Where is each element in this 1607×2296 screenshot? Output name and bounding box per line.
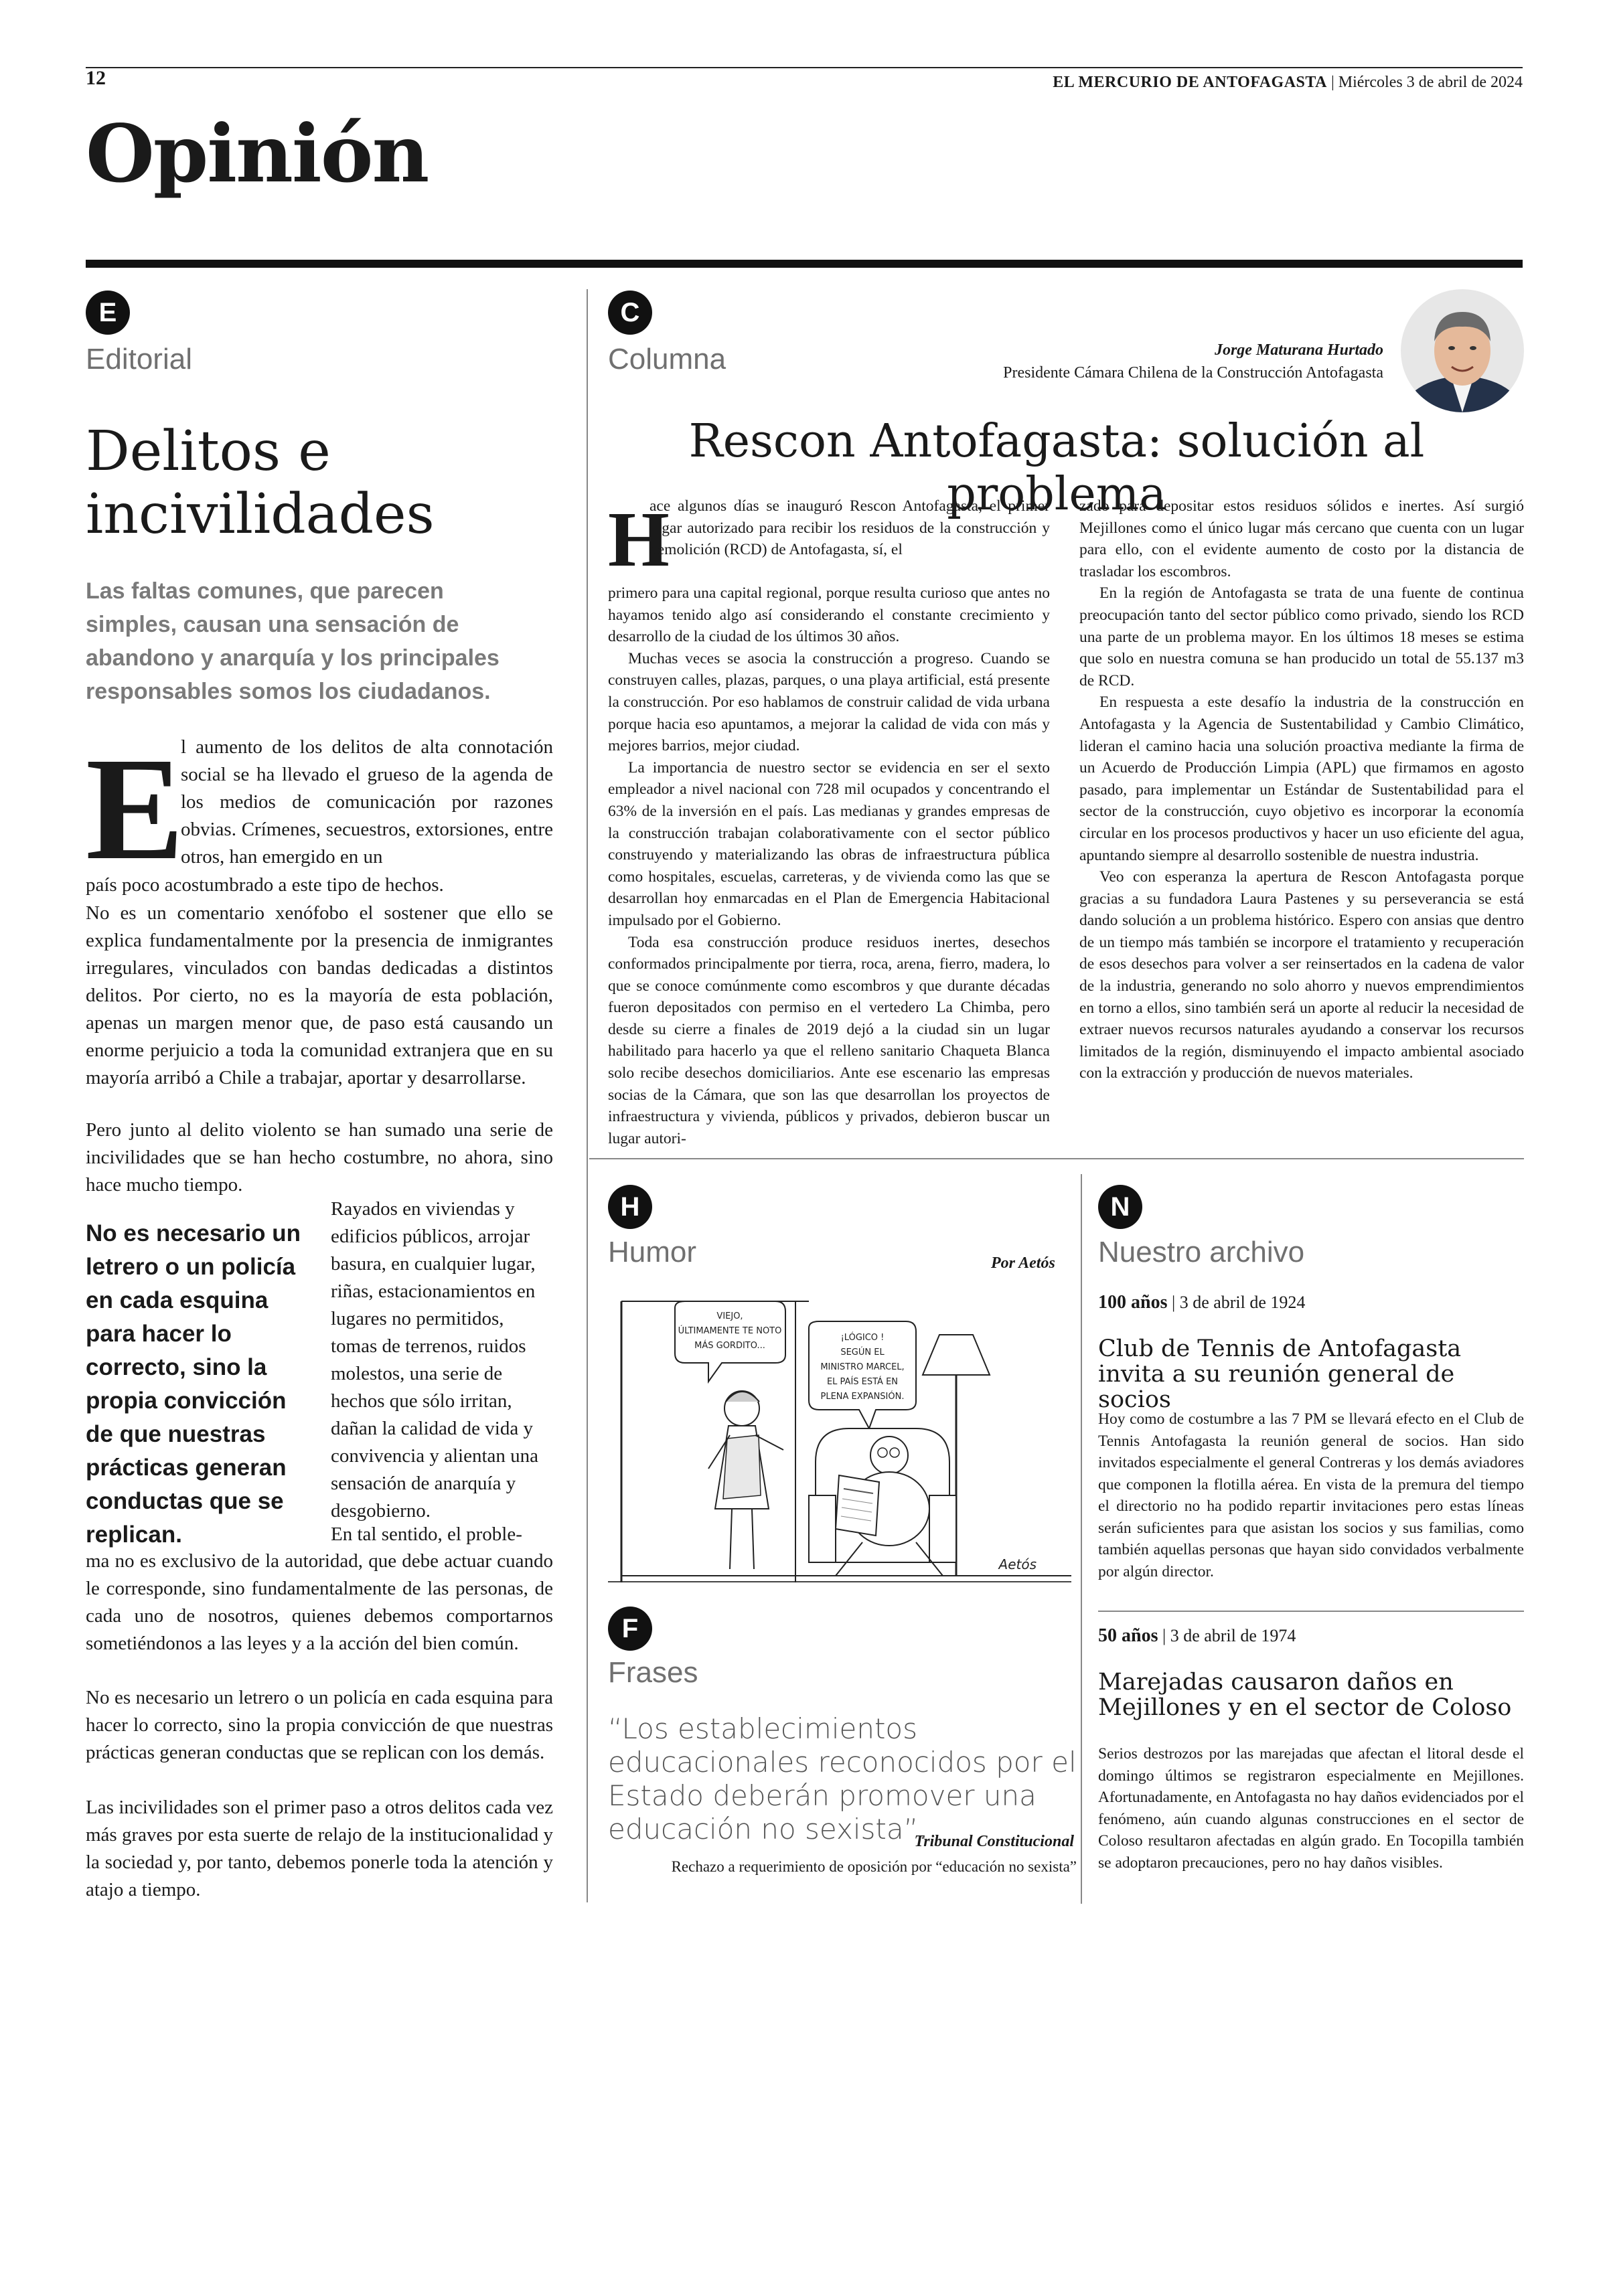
archive-headline: Club de Tennis de Antofagasta invita a su reunión general de socios [1098,1335,1462,1413]
column-paragraph: En la región de Antofagasta se trata de una fuente de continua preocupación tanto del sector público como privado, siendo los RCD una parte de un problema mayor. En los últimos 18 meses se estima que solo en nuestra comuna se han producido un total de 55.137 m3 de RCD. [1079,584,1524,689]
section-title: Opinión [86,107,429,200]
column-paragraph: zado para depositar estos residuos sólidos e inertes. Así surgió Mejillones como el único lugar más cercano que cuenta con un lugar para ello, con el evidente aumento de costo por la distancia de trasladar los escombros. [1079,497,1524,580]
column-author: Jorge Maturana Hurtado [1214,341,1383,359]
column-paragraph: primero para una capital regional, porque resulta curioso que antes no hayamos tenido algo así considerando el constante crecimiento y desarrollo de la ciudad de los últimos 30 años. [608,584,1050,646]
cartoon-illustration [608,1295,1071,1584]
archive-headline: Marejadas causaron daños en Mejillones y en el sector de Coloso [1098,1669,1512,1721]
cartoon-signature: Aetós [998,1556,1037,1572]
quote-source: Tribunal Constitucional [914,1833,1074,1850]
archive-date-line: 100 años | 3 de abril de 1924 [1098,1292,1306,1313]
cartoon-dialogue: ¡LÓGICO ! [840,1333,885,1343]
archive-body: Serios destrozos por las marejadas que afectan el litoral desde el domingo últimos se registraron especialmente en Mejillones. Afortunadamente, en Antofagasta no hay daños evidenciados por el fenómeno, aún cuando algunas construcciones en el sector de Coloso resultaron afectadas en algún grado. En Tocopilla también se adoptaron precauciones, pero no hay daños visibles. [1098,1745,1524,1872]
column-kicker: Columna [608,343,726,376]
top-rule [86,67,1523,68]
quote-context: Rechazo a requerimiento de oposición por “educación no sexista” [671,1858,1077,1875]
frases-badge: F [608,1607,652,1651]
archive-date: 3 de abril de 1924 [1179,1293,1306,1312]
editorial-paragraph: Las incivilidades son el primer paso a otros delitos cada vez más graves por esta suerte de relajo de la institucionalidad y la sociedad y, por tanto, debemos ponerle toda la atención y atajo a tiempo. [86,1797,553,1900]
editorial-paragraph: país poco acostumbrado a este tipo de hechos. [86,874,444,896]
column-divider [587,289,588,1902]
archive-kicker: Nuestro archivo [1098,1236,1305,1268]
column-paragraph: Veo con esperanza la apertura de Rescon Antofagasta porque gracias a su fundadora Laura Pastenes y su perseverancia se está dando solución a un problema histórico. Espero con ansias que dentro de un tiempo más también se incorpore el tratamiento y recuperación de esos desechos para volver a ser reinsertados en la cadena de valor de la industria, generando no solo ahorro y nuevos emprendimientos en torno a ellos, sino también será un aporte al reducir la necesidad de extraer nuevos recursos naturales ayudando a conservar los recursos limitados de la región, disminuyendo el impacto ambiental asociado con la extracción y producción de nuevos materiales. [1079,868,1524,1082]
cartoon-dialogue: ÚLTIMAMENTE TE NOTO [678,1326,782,1336]
cartoon-dialogue: VIEJO, [716,1311,743,1321]
cartoon-dialogue: MÁS GORDITO... [694,1341,765,1351]
column-paragraph: Toda esa construcción produce residuos inertes, desechos conformados principalmente por tierra, roca, arena, fierro, madera, lo que se conoce comúnmente como escombros y que durante décadas fueron depositados con permiso en el vertedero La Chimba, pero desde su cierre a finales de 2019 dejó a la ciudad sin un lugar habilitado para hacerlo ya que el relleno sanitario Chaqueta Blanca solo recibe desechos domiciliarios. Ante ese escenario las empresas socias de la Cámara, que son las que desarrollan los proyectos de infraestructura y vivienda, públicos y privados, debieron buscar un lugar autori- [608,933,1050,1147]
column-text-right [1079,495,1524,1084]
section-rule [86,260,1523,268]
archive-divider [1098,1611,1524,1612]
editorial-paragraph: l aumento de los delitos de alta connotación social se ha llevado el grueso de la agenda de los medios de comunicación por razones obvias. Crímenes, secuestros, extorsiones, entre otros, han emergido en un [181,736,553,868]
column-paragraph: ace algunos días se inauguró Rescon Antofagasta, el primer lugar autorizado para recibir los residuos de la construcción y demolición (RCD) de Antofagasta, sí, el [649,497,1050,559]
editorial-paragraph: Pero junto al delito violento se han sumado una serie de incivilidades que se han hecho costumbre, no ahora, sino hace mucho tiempo. [86,1119,553,1196]
column-divider [1081,1174,1082,1904]
cartoon-dialogue: EL PAÍS ESTÁ EN [826,1377,899,1387]
editorial-paragraph: ma no es exclusivo de la autoridad, que debe actuar cuando le corresponde, sino fundamentalmente de las personas, de cada uno de nosotros, quienes debemos comportarnos sometiéndonos a las leyes y a la acción del bien común. [86,1550,553,1654]
editorial-badge: E [86,291,130,335]
section-divider [589,1158,1524,1159]
cartoon-dialogue: PLENA EXPANSIÓN. [820,1392,905,1402]
editorial-headline-line: incivilidades [86,483,435,546]
column-text-left [608,582,1050,1149]
column-headline: Rescon Antofagasta: solución al problema [688,415,1425,521]
page-number: 12 [86,67,106,89]
editorial-pullquote: No es necesario un letrero o un policía en cada esquina para hacer lo correcto, sino la propia convicción de que nuestras prácticas generan conductas que se replican. [86,1220,301,1548]
author-photo [1401,289,1524,412]
frases-kicker: Frases [608,1656,698,1689]
humor-badge: H [608,1185,652,1229]
column-paragraph: La importancia de nuestro sector se evidencia en ser el sexto empleador a nivel nacional con 728 mil ocupados y concentrando el 63% de la inversión en el país. Las medianas y grandes empresas de la construcción trabajan colaborativamente con el sector público construyendo y materializando las obras de infraestructura pública como hospitales, escuelas, carreteras, y de vivienda como las que se desarrollan hoy enmarcadas en el Plan de Emergencia Habitacional impulsado por el Gobierno. [608,758,1050,929]
cartoon-dialogue: MINISTRO MARCEL, [820,1362,905,1372]
editorial-drop-cap: E [86,727,184,890]
masthead: EL MERCURIO DE ANTOFAGASTA | Miércoles 3 de abril de 2024 [1053,74,1523,91]
humor-kicker: Humor [608,1236,697,1268]
archive-body: Hoy como de costumbre a las 7 PM se llevará efecto en el Club de Tennis Antofagasta la reunión general de socios. Han sido invitados especialmente el general Contreras y los demás aviadores que componen la flotilla aérea. En vista de la premura del tiempo el directorio no ha podido repartir invitaciones pero estas líneas serán suficientes para que asistan los socios y sus familias, como también aquellas personas que hayan sido convidados verbalmente por algún director. [1098,1410,1524,1580]
column-drop-cap: H [608,495,670,583]
publication-name: EL MERCURIO DE ANTOFAGASTA [1053,74,1327,91]
column-paragraph: En respuesta a este desafío la industria de la construcción en Antofagasta y la Agencia de Sustentabilidad y Cambio Climático, lideran el camino hacia una solución proactiva mediante la firma de un Acuerdo de Producción Limpia (APL) que firmamos en agosto pasado, para implementar un Estándar de Sustentabilidad para el sector de la construcción, cuyo objetivo es incorporar la economía circular en los procesos productivos y hacer un uso eficiente del agua, apuntando siempre al desarrollo sostenible de nuestra industria. [1079,693,1524,864]
archive-badge: N [1098,1185,1142,1229]
editorial-paragraph: No es un comentario xenófobo el sostener que ello se explica fundamentalmente por la presencia de inmigrantes irregulares, vinculados con bandas dedicadas a distintos delitos. Por cierto, no es la mayoría de esta población, apenas un margen menor que, de paso está causando un enorme perjuicio a toda la comunidad extranjera que en su mayoría arribó a Chile a trabajar, aportar y desarrollarse. [86,902,553,1088]
editorial-paragraph: En tal sentido, el proble- [331,1524,522,1545]
issue-date: Miércoles 3 de abril de 2024 [1338,74,1523,91]
editorial-lead: Las faltas comunes, que parecen simples, causan una sensación de abandono y anarquía y los principales responsables somos los ciudadanos. [86,578,500,704]
editorial-headline [86,420,554,546]
cartoon-dialogue: SEGÚN EL [840,1347,885,1358]
editorial-paragraph: Rayados en viviendas y edificios públicos, arrojar basura, en cualquier lugar, riñas, estacionamientos en lugares no permitidos, tomas de terrenos, ruidos molestos, una serie de hechos que sólo irritan, dañan la calidad de vida y convivencia y alientan una sensación de anarquía y desgobierno. [331,1198,539,1522]
archive-date-line: 50 años | 3 de abril de 1974 [1098,1625,1296,1646]
editorial-kicker: Editorial [86,343,192,376]
featured-quote: “Los establecimientos educacionales reconocidos por el Estado deberán promover una educación no sexista”. [608,1712,1077,1846]
column-paragraph: Muchas veces se asocia la construcción a progreso. Cuando se construyen calles, plazas, parques, o una playa artificial, está presente la construcción. Por eso hablamos de construir calidad de vida urbana porque hacia eso apuntamos, a mejorar la calidad de vida con más y mejores barrios, mejor ciudad. [608,649,1050,755]
column-author-role: Presidente Cámara Chilena de la Construcción Antofagasta [1003,364,1383,382]
humor-credit: Por Aetós [991,1254,1055,1272]
column-badge: C [608,291,652,335]
editorial-paragraph: No es necesario un letrero o un policía en cada esquina para hacer lo correcto, sino la propia convicción de que nuestras prácticas generan conductas que se replican con los demás. [86,1687,553,1763]
archive-years: 50 años [1098,1625,1158,1646]
archive-years: 100 años [1098,1292,1168,1313]
archive-date: 3 de abril de 1974 [1170,1626,1296,1645]
editorial-headline-line: Delitos e [86,420,331,483]
